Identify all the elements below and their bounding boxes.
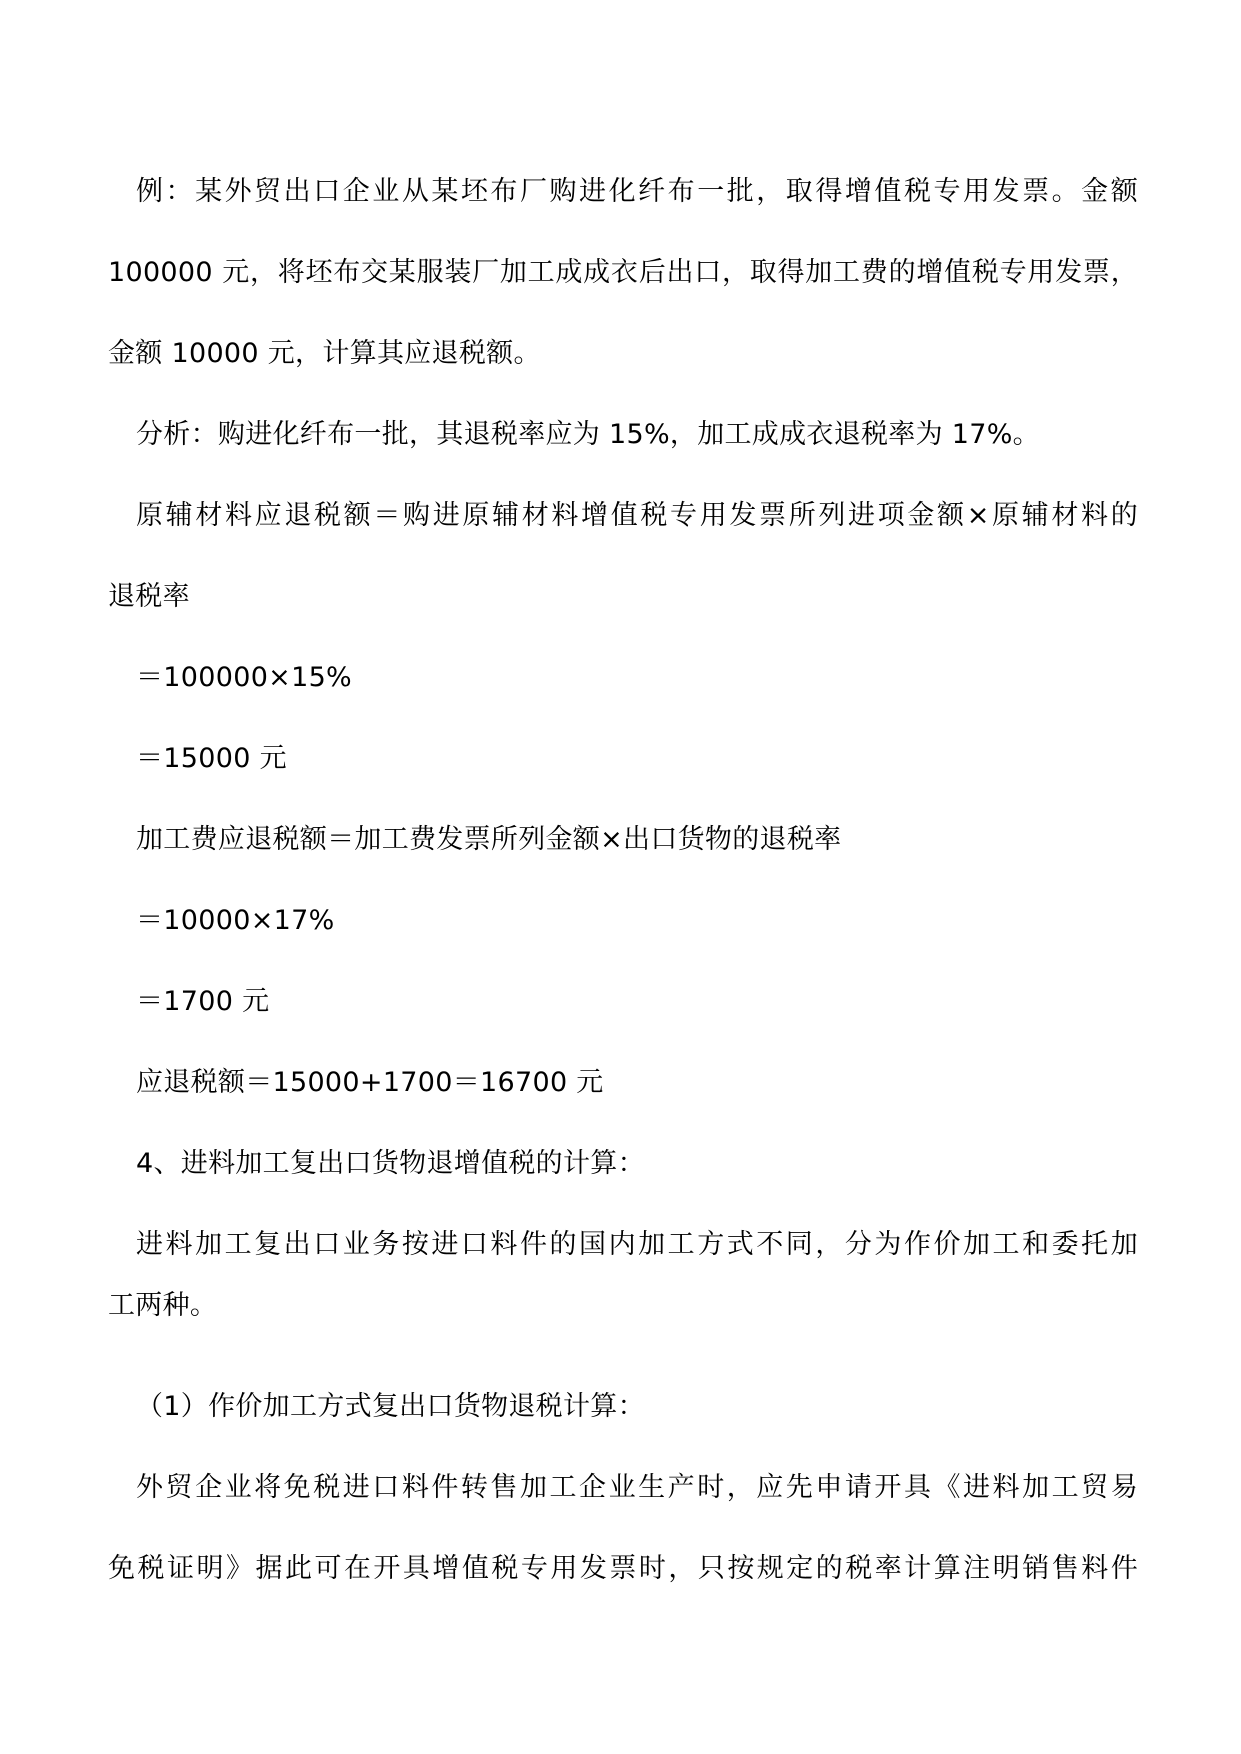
paragraph-example-line-2: 100000 元，将坯布交某服装厂加工成成衣后出口，取得加工费的增值税专用发票， [108,257,1138,288]
paragraph-processing-line-2: 工两种。 [108,1290,218,1321]
formula-processing-fee: 加工费应退税额＝加工费发票所列金额×出口货物的退税率 [136,824,842,855]
calc-processing-fee-result: ＝1700 元 [136,986,270,1017]
paragraph-example-line-3: 金额 10000 元，计算其应退税额。 [108,338,541,369]
calc-processing-fee-expression: ＝10000×17% [136,905,335,936]
paragraph-processing-line-1: 进料加工复出口业务按进口料件的国内加工方式不同，分为作价加工和委托加 [136,1229,1138,1260]
paragraph-example-line-1: 例：某外贸出口企业从某坯布厂购进化纤布一批，取得增值税专用发票。金额 [136,176,1138,207]
paragraph-trade-line-1: 外贸企业将免税进口料件转售加工企业生产时，应先申请开具《进料加工贸易 [136,1472,1138,1503]
formula-raw-material-line-2: 退税率 [108,581,190,612]
formula-raw-material-line-1: 原辅材料应退税额＝购进原辅材料增值税专用发票所列进项金额×原辅材料的 [136,500,1138,531]
calc-raw-material-expression: ＝100000×15% [136,662,353,693]
calc-total-refund: 应退税额＝15000+1700＝16700 元 [136,1067,604,1098]
subsection-heading-1: （1）作价加工方式复出口货物退税计算： [136,1391,645,1422]
paragraph-trade-line-2: 免税证明》据此可在开具增值税专用发票时，只按规定的税率计算注明销售料件 [108,1553,1138,1584]
calc-raw-material-result: ＝15000 元 [136,743,287,774]
paragraph-analysis: 分析：购进化纤布一批，其退税率应为 15%，加工成成衣退税率为 17%。 [136,419,1040,450]
section-heading-4: 4、进料加工复出口货物退增值税的计算： [136,1148,645,1179]
